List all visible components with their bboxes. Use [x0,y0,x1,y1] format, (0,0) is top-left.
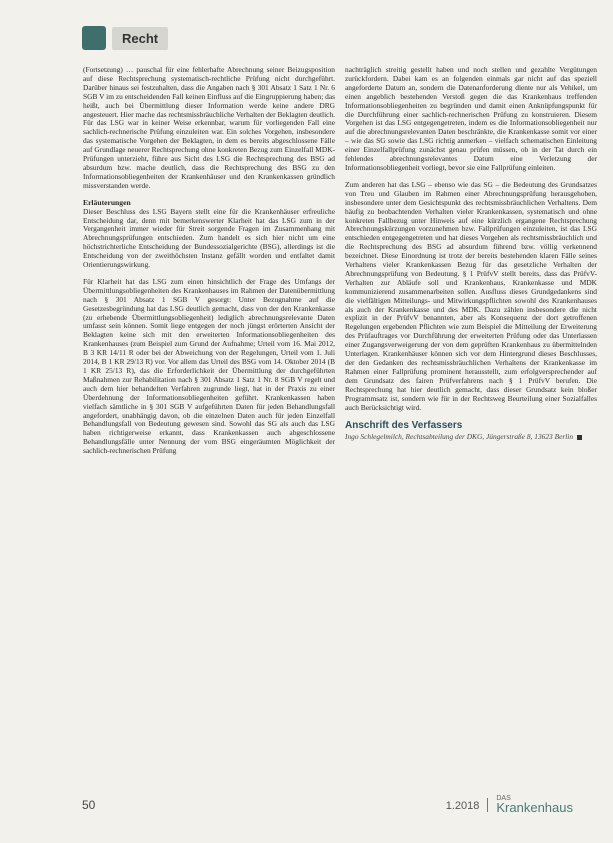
right-paragraph-1: nachträglich streitig gestellt haben und noch stellen und gezahlte Vergütungen zurückfordern. Dabei kam es an folgenden einmals gar nicht auf das speziell angeforderte Datum an, sondern die Datenanforderung diente nur als Vehikel, um einen angeblich bestehenden Verstoß gegen die das Krankenhaus treffenden Informationsobliegenheiten zu begründen und damit einen Anknüpfungspunkt für die Durchführung einer sachlich-rechnerischen Prüfung zu konstruieren. Diesem Vorgehen ist das LSG entgegengetreten, indem es die Informationsobliegenheit nur auf die abrechnungsrelevanten Daten beschränkte, die Krankenkasse somit vor einer – wie das SG sowie das LSG richtig anmerken – vielfach schematischen Einleitung einer Einzelfallprüfung zunächst genau prüfen müssen, ob in der Tat durch ein fehlendes abrechnungsrelevantes Datum eine Verletzung der Informationsobliegenheit vorliegt, bevor sie eine Fallprüfung einleiten. [345,65,597,172]
section-color-marker [82,26,106,50]
footer-publication [445,794,573,815]
author-address-text: Ingo Schlegelmilch, Rechtsabteilung der DKG, Jüngerstraße 8, 13623 Berlin [345,432,574,442]
section-header [82,24,168,52]
issue-number: 1.2018 [445,800,480,812]
left-column [83,66,335,464]
logo-title: Krankenhaus [496,800,573,815]
commentary-heading: Erläuterungen [83,197,131,207]
page-number: 50 [82,798,96,812]
author-address [345,433,597,442]
page-footer [0,794,613,814]
left-paragraph-1: (Fortsetzung) … pauschal für eine fehlerhafte Abrechnung seiner Beizugsposition auf diese Rechtsprechung systematisch-rechtliche Prüfung nicht durchgeführt. Darüber hinaus sei festzuhalten, dass die Angaben nach § 301 Absatz 1 Satz 1 Nr. 6 SGB V im zu entscheidenden Fall keinen Einfluss auf die Eingruppierung haben; das heißt, auch bei Übermittlung dieser Information werde keine andere DRG angesteuert. Hier mache das rechtsmissbräuchliche Verhalten der Beklagten deutlich. Für das LSG war in keiner Weise erkennbar, warum für vorliegenden Fall eine sachlich-rechnerische Prüfung einzuleiten war. Ein solches Vorgehen, insbesondere das systematische Vorgehen der Beklagten, in dem es bereits abgeschlossene Fälle auf Grundlage neuerer Rechtsprechung ohne konkreten Bezug zum Einzelfall MDK-Prüfungen unterzieht, führe aus Sicht des LSG die Rechtsprechung des BSG ad absurdum bzw. mache deutlich, dass die Rechtsprechung des BSG zu den Informationsobliegenheiten der Krankenhäuser und den Krankenkassen gründlich missverstanden werde. [83,65,335,190]
magazine-logo [496,794,573,815]
right-column [345,66,597,442]
section-title: Recht [112,27,168,50]
left-paragraph-2: Dieser Beschluss des LSG Bayern stellt eine für die Krankenhäuser erfreuliche Entscheidung dar, denn mit bemerkenswerter Klarheit hat das LSG zum in der Vergangenheit immer wieder für Streit sorgende Fragen im Zusammenhang mit Abrechnungsprüfungen entschieden. Zum handelt es sich hier nicht um eine höchstrichterliche Entscheidung der Bundessozialgerichte (BSG), allerdings ist die Entscheidung von der zweithöchsten Instanz gefällt worden und entfaltet damit Orientierungswirkung. [83,206,335,270]
right-paragraph-2: Zum anderen hat das LSG – ebenso wie das SG – die Bedeutung des Grundsatzes von Treu und Glauben im Rahmen einer Abrechnungsprüfung herausgehoben, insbesondere unter dem Gesichtspunkt des rechtsmissbräuchlichen Verhaltens. Dem häufig zu beobachtenden Verhalten vieler Krankenkassen, systematisch und ohne konkreten Fallbezug unter Hinweis auf eine kürzlich ergangene Rechtsprechung Abrechnungskürzungen vorzunehmen bzw. Fallprüfungen einzuleiten, ist das LSG entschieden entgegengetreten und hat dieses Vorgehen als rechtsmissbräuchlich und die Rechtsprechung des BSG ad absurdum führend bzw. völlig verkennend bezeichnet. Diese Einordnung ist trotz der bereits bestehenden klaren Fälle seines Verhaltens vieler Krankenkassen Bezug für das gesetzliche Verhalten der Abrechnungsprüfung von Bedeutung. § 1 PrüfvV stellt bereits, dass das PrüfvV-Verhalten zur Abläufe soll und Krankenhaus, Krankenkasse und MDK kommunizierend zusammenarbeiten sollen. Ausfluss dieses Grundgedankens sind die vielfältigen Mitteilungs- und Mitwirkungspflichten sowohl des Krankenhauses als auch der Krankenkasse und des MDK. Dazu zählen insbesondere die nicht explizit in der PrüfvV benannten, aber als Konsequenz der dort getroffenen Regelungen ergebenden Pflichten wie zum Beispiel die Mitteilung der Erweiterung des Prüfauftrages vor Durchführung der erweiterten Prüfung oder das Unterlassen einer Zugangsverweigerung der von dem geprüften Krankenhaus zu übermittelnden Unterlagen. Krankenhäuser können sich vor dem Hintergrund dieses Beschlusses, der den Gedanken des rechtsmissbräuchlichen Verhaltens der Krankenkasse im Rahmen einer Fallprüfung prominent herausstellt, zum erfolgversprechender auf dem Grundsatz des fairen Prüfverfahrens nach § 1 PrüfvV berufen. Die Rechtsprechung hat hier deutlich gemacht, dass dieser Grundsatz kein bloßer Programmsatz ist, sondern wie für in der Rechtsweg Beurteilung einer Sozialfalles auch Berücksichtigt wird. [345,179,597,412]
end-of-article-icon [577,435,582,440]
footer-divider [487,798,488,812]
author-address-heading: Anschrift des Verfassers [345,420,463,432]
left-paragraph-3: Für Klarheit hat das LSG zum einen hinsichtlich der Frage des Umfangs der Übermittlungsobliegenheiten des Krankenhauses im Rahmen der Datenübermittlung nach § 301 Absatz 1 SGB V gesorgt: Unter Bezugnahme auf die Gesetzesbegründung hat das LSG deutlich gemacht, dass von der den Krankenkasse (zu erhebende Übermittlungsobliegenheit) lediglich abrechnungsrelevante Daten umfasst sein können. Somit liege entgegen der noch jüngst erörterten Ansicht der Beklagten keine sich mit den erweiterten Informationsobliegenheiten des Krankenhauses (zum Beispiel zum Grund der Aufnahme; Urteil vom 16. Mai 2012, B 3 KR 14/11 R oder bei der Abweichung von der Regelungen, Urteil vom 1. Juli 2014, B 1 KR 29/13 R) vor. Vor allem das Urteil des BSG vom 14. Oktober 2014 (B 1 KR 25/13 R), das die Erforderlichkeit der Übermittlung der durchgeführten Maßnahmen zur Rehabilitation nach § 301 Absatz 1 Satz 1 Nr. 8 SGB V regelt und auch dem hier behandelten Verfahren zugrunde liegt, hat in der Praxis zu einer Überdehnung der Informationsobliegenheiten geführt. Krankenkassen haben vielfach sämtliche in § 301 SGB V aufgeführten Daten für jeden Behandlungsfall angefordert, unabhängig davon, ob die einzelnen Daten auch für jeden Einzelfall Behandlungsfall von Bedeutung gewesen sind. Sowohl das SG als auch das LSG haben richtigerweise erkannt, dass Krankenkassen auch abgeschlossene Behandlungsfälle unter Nennung der vom BSG eingeräumten Möglichkeit der sachlich-rechnerischen Prüfung [83,276,335,456]
logo-article: DAS [496,795,511,802]
